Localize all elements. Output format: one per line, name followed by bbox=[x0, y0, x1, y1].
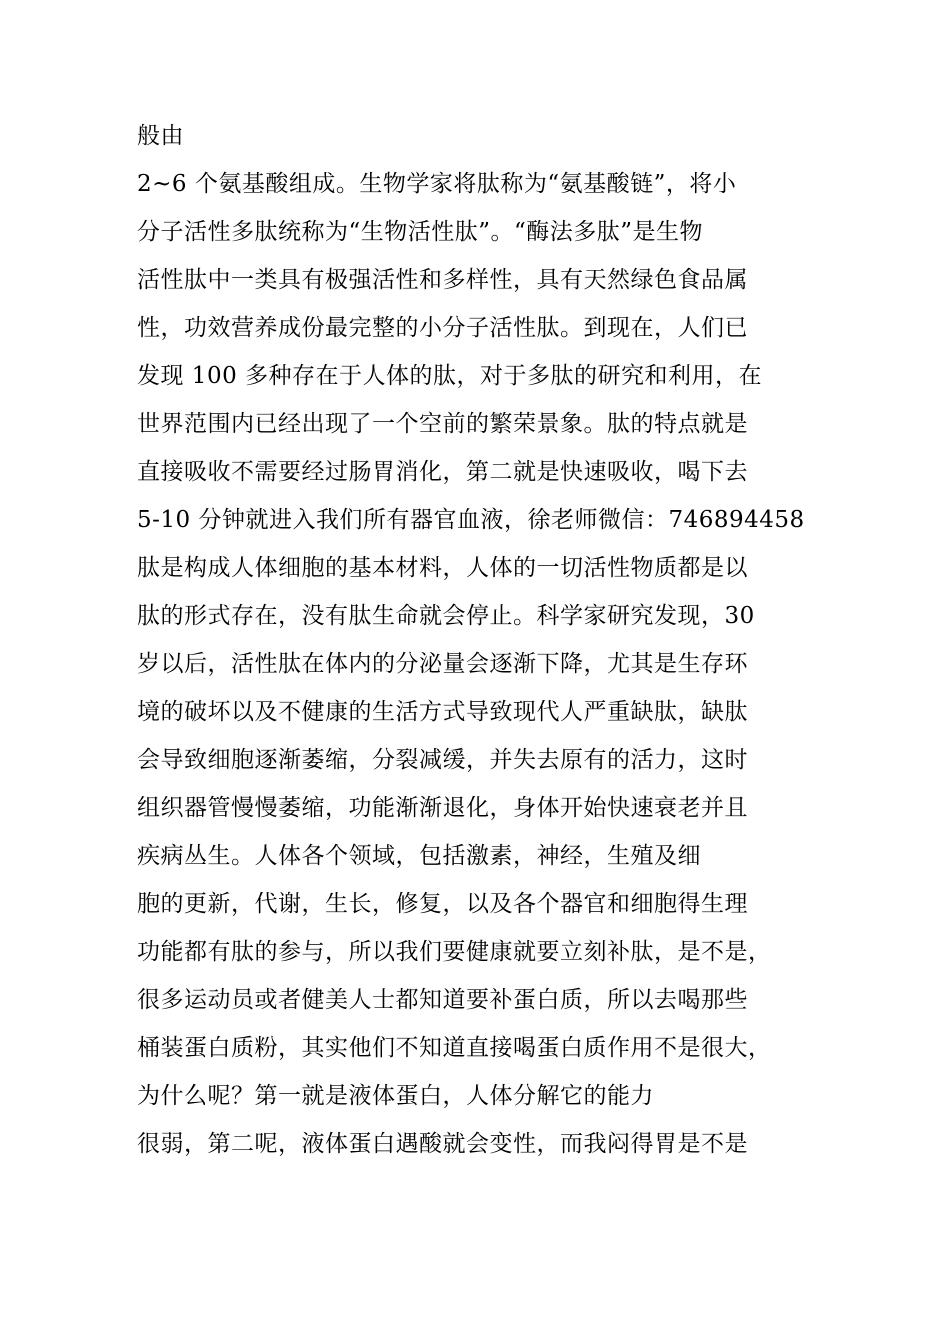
text-line: 境的破坏以及不健康的生活方式导致现代人严重缺肽，缺肽 bbox=[137, 699, 748, 725]
text-line: 很多运动员或者健美人士都知道要补蛋白质，所以去喝那些 bbox=[137, 987, 748, 1013]
text-line: 性，功效营养成份最完整的小分子活性肽。到现在，人们已 bbox=[137, 315, 748, 341]
text-line: 活性肽中一类具有极强活性和多样性，具有天然绿色食品属 bbox=[137, 267, 748, 293]
text-line: 岁以后，活性肽在体内的分泌量会逐渐下降，尤其是生存环 bbox=[137, 651, 748, 677]
text-line: 直接吸收不需要经过肠胃消化，第二就是快速吸收，喝下去 bbox=[137, 459, 748, 485]
text-line: 胞的更新，代谢，生长，修复，以及各个器官和细胞得生理 bbox=[137, 891, 748, 917]
text-line: 疾病丛生。人体各个领域，包括激素，神经，生殖及细 bbox=[137, 843, 701, 869]
text-line: 5-10 分钟就进入我们所有器官血液，徐老师微信：746894458 bbox=[137, 507, 805, 533]
text-line: 世界范围内已经出现了一个空前的繁荣景象。肽的特点就是 bbox=[137, 411, 748, 437]
text-line: 组织器管慢慢萎缩，功能渐渐退化，身体开始快速衰老并且 bbox=[137, 795, 748, 821]
text-line: 很弱，第二呢，液体蛋白遇酸就会变性，而我闷得胃是不是 bbox=[137, 1131, 748, 1157]
text-line: 发现 100 多种存在于人体的肽，对于多肽的研究和利用，在 bbox=[137, 363, 763, 389]
text-line: 会导致细胞逐渐萎缩，分裂减缓，并失去原有的活力，这时 bbox=[137, 747, 748, 773]
text-line: 肽的形式存在，没有肽生命就会停止。科学家研究发现，30 bbox=[137, 603, 755, 629]
text-line: 肽是构成人体细胞的基本材料，人体的一切活性物质都是以 bbox=[137, 555, 748, 581]
body-text bbox=[137, 112, 837, 1168]
text-line: 为什么呢？第一就是液体蛋白，人体分解它的能力 bbox=[137, 1083, 654, 1109]
text-line: 2~6 个氨基酸组成。生物学家将肽称为“氨基酸链”，将小 bbox=[137, 171, 737, 197]
text-line: 功能都有肽的参与，所以我们要健康就要立刻补肽，是不是， bbox=[137, 939, 772, 965]
text-line: 桶装蛋白质粉，其实他们不知道直接喝蛋白质作用不是很大， bbox=[137, 1035, 772, 1061]
text-line: 般由 bbox=[137, 123, 184, 149]
text-line: 分子活性多肽统称为“生物活性肽”。“酶法多肽”是生物 bbox=[137, 219, 704, 245]
